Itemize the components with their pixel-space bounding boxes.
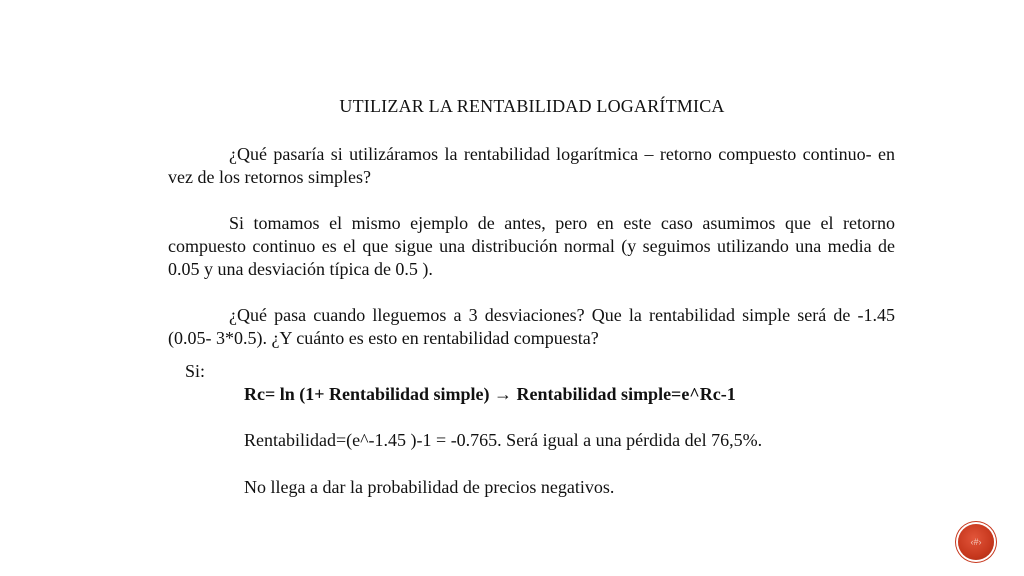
slide-title: UTILIZAR LA RENTABILIDAD LOGARÍTMICA [339,96,725,116]
paragraph-1 [168,143,895,189]
paragraph-3 [168,304,895,350]
result-line: Rentabilidad=(e^-1.45 )-1 = -0.765. Será igual a una pérdida del 76,5%. [244,430,763,450]
paragraph-2-text: Si tomamos el mismo ejemplo de antes, pero en este caso asumimos que el retorno compuesto continuo es el que sigue una distribución normal (y seguimos utilizando una media de 0.05 y una desviación típica de 0.5 ). [168,213,895,279]
page-number-badge: ‹#› [958,524,994,560]
formula-line: Rc= ln (1+ Rentabilidad simple) → Rentabilidad simple=e^Rc-1 [244,384,736,404]
paragraph-2 [168,212,895,281]
paragraph-1-text: ¿Qué pasaría si utilizáramos la rentabilidad logarítmica – retorno compuesto continuo- en vez de los retornos simples? [168,144,895,187]
note-line: No llega a dar la probabilidad de precios negativos. [244,477,615,497]
si-label: Si: [185,361,206,381]
paragraph-3-text: ¿Qué pasa cuando lleguemos a 3 desviaciones? Que la rentabilidad simple será de -1.45 (0.05- 3*0.5). ¿Y cuánto es esto en rentabilidad compuesta? [168,305,895,348]
